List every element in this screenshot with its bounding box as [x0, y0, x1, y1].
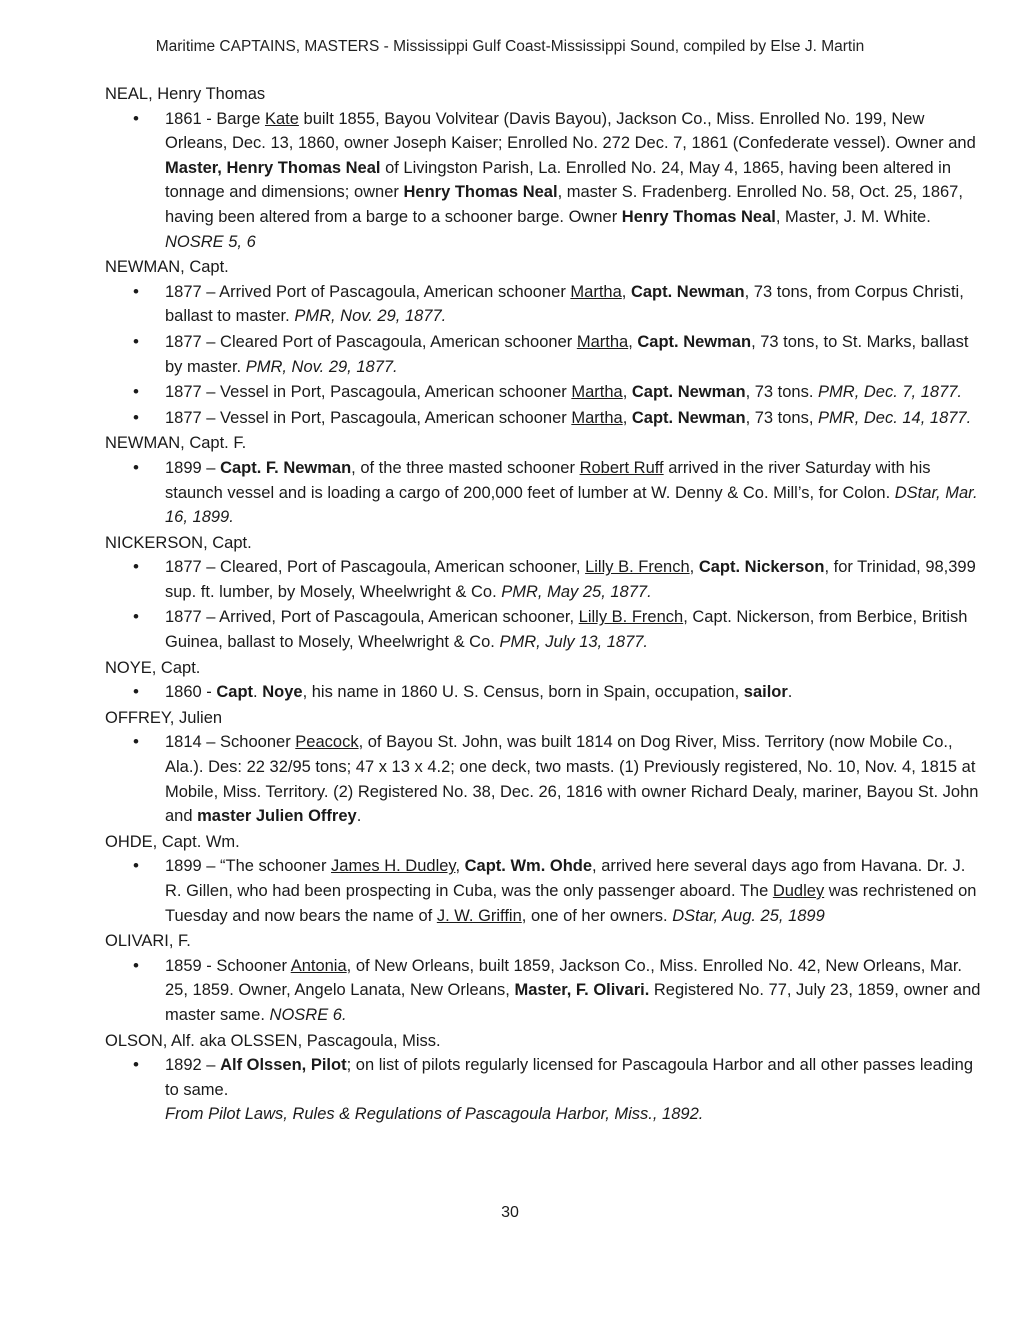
bold-name: master Julien Offrey	[197, 807, 357, 826]
entry-name: OLIVARI, F.	[105, 932, 191, 951]
source-citation: DStar, Mar. 16, 1899.	[165, 483, 978, 527]
text-run: , one of her owners.	[521, 906, 673, 925]
text-run: , 73 tons, from Corpus Christi, ballast to master.	[165, 282, 964, 326]
source-citation: PMR, Dec. 14, 1877.	[818, 408, 972, 427]
document-body	[105, 82, 985, 1128]
list-item	[105, 730, 985, 828]
text-run: , master S. Fradenberg. Enrolled No. 58, Oct. 25, 1867, having been altered from a barge to a schooner barge. Owner	[165, 183, 963, 226]
vessel-name: Lilly B. French	[585, 558, 690, 577]
bold-name: Capt. Newman	[630, 282, 745, 301]
text-run: , of the three masted schooner	[351, 458, 580, 477]
entry-name: OLSON, Alf. aka OLSSEN, Pascagoula, Miss.	[105, 1031, 441, 1050]
list-item	[105, 680, 985, 705]
entry-item-list	[105, 954, 985, 1028]
entry-item-list	[105, 730, 985, 828]
text-run: 1877 – Cleared Port of Pascagoula, American schooner	[165, 332, 577, 351]
vessel-name: Martha	[576, 332, 629, 351]
list-item	[105, 605, 985, 654]
text-run: ,	[622, 408, 632, 427]
text-run: , Master, J. M. White.	[775, 207, 931, 226]
page-header: Maritime CAPTAINS, MASTERS - Mississippi Gulf Coast-Mississippi Sound, compiled by Else J. Martin	[155, 38, 865, 55]
vessel-name: Kate	[264, 109, 299, 128]
vessel-name: Dudley	[772, 882, 825, 900]
vessel-name: Peacock	[295, 733, 359, 752]
text-run: built 1855, Bayou Volvitear (Davis Bayou), Jackson Co., Miss. Enrolled No. 199, New Orleans, Dec. 13, 1860, owner Joseph Kaiser; Enrolled No. 272 Dec. 7, 1861 (Confederate vessel). Owner and	[165, 109, 976, 153]
text-run: ,	[455, 857, 465, 876]
list-item	[105, 1053, 985, 1127]
entry-item-list	[105, 456, 985, 530]
bold-name: Capt. Newman	[631, 408, 746, 427]
text-run: 1899 –	[165, 458, 221, 477]
text-run: , arrived here several days ago from Havana. Dr. J. R. Gillen, who had been prospecting in Cuba, was the only passenger aboard. The	[165, 857, 966, 900]
text-run: ,	[621, 282, 631, 301]
text-run: , his name in 1860 U. S. Census, born in Spain, occupation,	[302, 683, 744, 702]
list-item	[105, 555, 985, 604]
text-run: 1899 – “The schooner	[165, 857, 332, 876]
text-run: of Livingston Parish, La. Enrolled No. 24, May 4, 1865, having been altered in tonnage and dimensions; owner	[165, 158, 952, 202]
bold-name: Capt. F. Newman	[220, 458, 352, 477]
text-run: .	[356, 807, 362, 826]
text-run: ,	[689, 558, 699, 577]
bold-name: Master, Henry Thomas Neal	[165, 158, 381, 177]
text-run: .	[253, 683, 263, 702]
text-run: ; on list of pilots regularly licensed for Pascagoula Harbor and all other passes leading to same.	[165, 1056, 974, 1099]
vessel-name: Martha	[571, 408, 623, 427]
entry-item-list	[105, 680, 985, 705]
list-item	[105, 406, 985, 431]
bold-name: Capt. Wm. Ohde	[464, 857, 593, 876]
list-item	[105, 330, 985, 379]
vessel-name: Martha	[571, 383, 623, 402]
text-run: ,	[622, 383, 632, 402]
text-run: arrived in the river Saturday with his staunch vessel and is loading a cargo of 200,000 feet of lumber at W. Denny & Co. Mill’s, for Colon.	[165, 458, 931, 502]
list-item	[105, 380, 985, 405]
bold-name: Henry Thomas Neal	[621, 207, 776, 226]
vessel-name: Lilly B. French	[578, 608, 684, 627]
source-citation: PMR, Nov. 29, 1877.	[294, 307, 447, 326]
text-run: was rechristened on Tuesday and now bears the name of	[165, 882, 977, 925]
text-run: 1861 - Barge	[165, 109, 265, 128]
bold-name: sailor	[743, 683, 788, 702]
list-item	[105, 456, 985, 530]
text-run: 1814 – Schooner	[165, 733, 296, 752]
bold-name: Master, F. Olivari.	[514, 981, 650, 1000]
bold-name: Noye	[262, 683, 303, 702]
bold-name: Capt	[216, 683, 254, 702]
entry-name: NICKERSON, Capt.	[105, 533, 252, 552]
bold-name: Capt. Newman	[637, 332, 752, 351]
vessel-name: Martha	[570, 282, 622, 301]
entry-item-list	[105, 107, 985, 255]
vessel-name: J. W. Griffin	[436, 906, 522, 925]
text-run: , for Trinidad, 98,399 sup. ft. lumber, by Mosely, Wheelwright & Co.	[165, 558, 976, 601]
text-run: ,	[628, 332, 638, 351]
text-run: 1859 - Schooner	[165, 956, 291, 975]
entry-item-list	[105, 854, 985, 928]
source-citation: DStar, Aug. 25, 1899	[672, 906, 825, 925]
vessel-name: Antonia	[290, 956, 347, 975]
source-citation: NOSRE 6.	[269, 1005, 347, 1024]
bold-name: Capt. Nickerson	[698, 558, 825, 577]
source-citation: From Pilot Laws, Rules & Regulations of Pascagoula Harbor, Miss., 1892.	[165, 1105, 704, 1124]
text-run: 1892 –	[165, 1056, 221, 1075]
list-item	[105, 854, 985, 928]
entry-name: NEAL, Henry Thomas	[105, 85, 266, 103]
text-run: 1877 – Vessel in Port, Pascagoula, American schooner	[165, 408, 572, 427]
list-item	[105, 954, 985, 1028]
source-citation: NOSRE 5, 6	[165, 232, 256, 251]
text-run: .	[787, 683, 793, 702]
text-run: 1877 – Vessel in Port, Pascagoula, American schooner	[165, 383, 572, 402]
text-run: , of New Orleans, built 1859, Jackson Co., Miss. Enrolled No. 42, New Orleans, Mar. 25, 1859. Owner, Angelo Lanata, New Orleans,	[165, 956, 962, 1000]
text-run: Registered No. 77, July 23, 1859, owner and master same.	[165, 981, 981, 1024]
entry-name: OHDE, Capt. Wm.	[105, 832, 240, 851]
text-run: , 73 tons.	[745, 383, 819, 402]
list-item	[105, 280, 985, 329]
entry-name: NEWMAN, Capt.	[105, 258, 229, 277]
source-citation: PMR, Nov. 29, 1877.	[245, 357, 398, 376]
vessel-name: James H. Dudley	[331, 857, 456, 876]
entry-name: NEWMAN, Capt. F.	[105, 434, 247, 453]
source-citation: PMR, Dec. 7, 1877.	[818, 383, 963, 402]
text-run: , of Bayou St. John, was built 1814 on Dog River, Miss. Territory (now Mobile Co., Ala.). Des: 22 32/95 tons; 47 x 13 x 4.2; one deck, two masts. (1) Previously registered, No. 10, Nov. 4, 1815 at Mobile, Miss. Territory. (2) Registered No. 38, Dec. 26, 1816 with owner Richard Dealy, mariner, Bayou St. John and	[165, 733, 979, 826]
page-number: 30	[501, 1204, 519, 1221]
text-run: , 73 tons,	[745, 408, 819, 427]
entry-name: NOYE, Capt.	[105, 658, 201, 677]
text-run: 1860 -	[165, 683, 217, 702]
entry-name: OFFREY, Julien	[105, 708, 223, 727]
source-citation: PMR, July 13, 1877.	[499, 633, 649, 652]
text-run: 1877 – Arrived, Port of Pascagoula, American schooner,	[165, 608, 579, 627]
list-item	[105, 107, 985, 255]
bold-name: Alf Olssen, Pilot	[220, 1056, 347, 1075]
text-run: , Capt. Nickerson, from Berbice, British Guinea, ballast to Mosely, Wheelwright & Co.	[165, 608, 968, 652]
entry-item-list	[105, 1053, 985, 1127]
vessel-name: Robert Ruff	[579, 458, 664, 477]
entry-item-list	[105, 555, 985, 654]
text-run: 1877 – Arrived Port of Pascagoula, American schooner	[165, 282, 571, 301]
entry-item-list	[105, 280, 985, 431]
bold-name: Henry Thomas Neal	[403, 183, 558, 202]
source-citation: PMR, May 25, 1877.	[501, 582, 652, 601]
text-run: 1877 – Cleared, Port of Pascagoula, American schooner,	[165, 558, 586, 577]
bold-name: Capt. Newman	[631, 383, 746, 402]
text-run: , 73 tons, to St. Marks, ballast by master.	[165, 332, 969, 376]
